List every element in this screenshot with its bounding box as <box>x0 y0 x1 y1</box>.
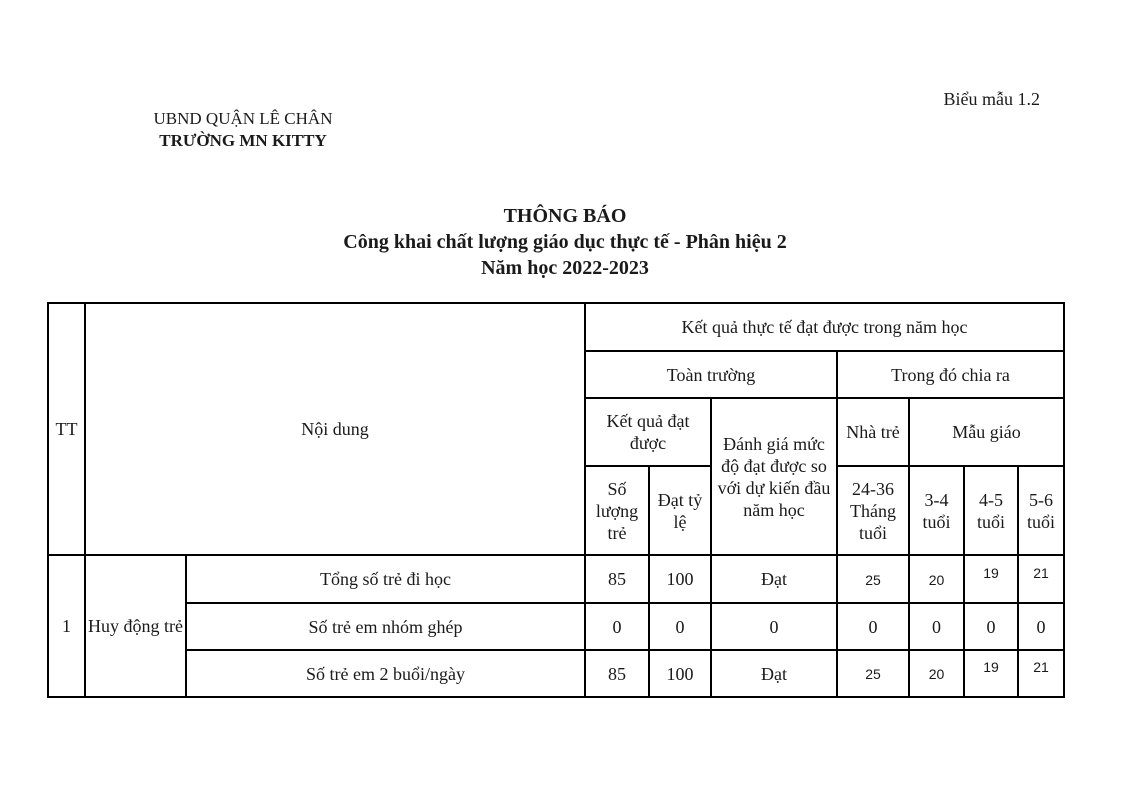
value-ty-le: 100 <box>666 569 694 589</box>
cell-nha-tre <box>837 650 909 697</box>
value-4-5-tuoi: 19 <box>983 659 999 675</box>
cell-so-luong <box>585 603 649 650</box>
header-cell-nha-tre <box>837 398 909 466</box>
table-row <box>48 650 1064 697</box>
cell-nha-tre <box>837 555 909 603</box>
document-title: THÔNG BÁO <box>503 205 627 227</box>
cell-3-4-tuoi <box>909 555 964 603</box>
group-label: Huy động trẻ <box>88 616 183 636</box>
value-3-4-tuoi: 20 <box>928 571 945 588</box>
value-so-luong: 85 <box>608 569 626 589</box>
value-5-6-tuoi: 21 <box>1033 564 1049 581</box>
cell-ty-le <box>649 555 711 603</box>
cell-3-4-tuoi <box>909 603 964 650</box>
value-3-4-tuoi: 0 <box>932 616 941 637</box>
table-row <box>48 555 1064 603</box>
cell-danh-gia <box>711 603 837 650</box>
value-so-luong: 85 <box>608 663 626 684</box>
header-tt-label: TT <box>55 419 78 439</box>
header-cell-tt <box>48 303 85 555</box>
header-cell-24-36-thang <box>837 466 909 555</box>
table-row <box>48 603 1064 650</box>
cell-danh-gia <box>711 650 837 697</box>
header-3-4-tuoi-label: 3-4 tuổi <box>922 489 951 532</box>
header-cell-noi-dung <box>85 303 585 555</box>
header-cell-so-luong-tre <box>585 466 649 555</box>
value-nha-tre: 25 <box>865 666 881 682</box>
value-5-6-tuoi: 0 <box>1036 616 1046 637</box>
title-block <box>0 203 1130 281</box>
cell-nha-tre <box>837 603 909 650</box>
cell-so-luong <box>585 650 649 697</box>
cell-4-5-tuoi <box>964 603 1018 650</box>
value-danh-gia: Đạt <box>761 663 787 684</box>
row-label: Số trẻ em nhóm ghép <box>308 616 463 637</box>
value-nha-tre: 0 <box>868 616 878 637</box>
value-4-5-tuoi: 19 <box>983 564 999 581</box>
header-cell-mau-giao <box>909 398 1064 466</box>
cell-label-2-buoi-ngay <box>186 650 585 697</box>
value-so-luong: 0 <box>612 616 622 637</box>
header-cell-ket-qua-dat-duoc <box>585 398 711 466</box>
header-trong-do-chia-ra-label: Trong đó chia ra <box>891 364 1010 385</box>
header-cell-5-6-tuoi <box>1018 466 1064 555</box>
header-24-36-thang-label: 24-36 Tháng tuổi <box>850 478 896 543</box>
school-name: TRƯỜNG MN KITTY <box>159 131 327 150</box>
header-4-5-tuoi-label: 4-5 tuổi <box>976 489 1005 532</box>
cell-4-5-tuoi <box>964 650 1018 697</box>
cell-ty-le <box>649 603 711 650</box>
header-toan-truong-label: Toàn trường <box>666 364 756 385</box>
header-mau-giao-label: Mẫu giáo <box>952 422 1021 442</box>
header-cell-trong-do-chia-ra <box>837 351 1064 398</box>
cell-row-number <box>48 555 85 697</box>
header-nha-tre-label: Nhà trẻ <box>846 422 900 442</box>
value-ty-le: 0 <box>675 616 685 637</box>
agency-header <box>138 108 348 152</box>
value-danh-gia: Đạt <box>761 569 787 589</box>
header-cell-ket-qua-thuc-te <box>585 303 1064 351</box>
row-number: 1 <box>62 616 71 636</box>
row-label: Số trẻ em 2 buổi/ngày <box>306 663 465 684</box>
cell-so-luong <box>585 555 649 603</box>
cell-label-tong-so-tre <box>186 555 585 603</box>
school-year: Năm học 2022-2023 <box>481 257 649 279</box>
cell-label-nhom-ghep <box>186 603 585 650</box>
agency-name: UBND QUẬN LÊ CHÂN <box>153 109 333 128</box>
cell-5-6-tuoi <box>1018 555 1064 603</box>
header-dat-ty-le-label: Đạt tỷ lệ <box>657 489 703 532</box>
header-cell-dat-ty-le <box>649 466 711 555</box>
header-so-luong-tre-label: Số lượng trẻ <box>595 478 639 543</box>
value-ty-le: 100 <box>666 663 694 684</box>
document-subtitle: Công khai chất lượng giáo dục thực tế - Phân hiệu 2 <box>343 231 787 253</box>
cell-4-5-tuoi <box>964 555 1018 603</box>
value-4-5-tuoi: 0 <box>986 616 996 637</box>
header-ket-qua-dat-duoc-label: Kết quả đạt được <box>606 411 690 453</box>
form-code-label: Biểu mẫu 1.2 <box>943 89 1040 109</box>
cell-5-6-tuoi <box>1018 650 1064 697</box>
header-ket-qua-thuc-te-label: Kết quả thực tế đạt được trong năm học <box>681 317 968 337</box>
value-danh-gia: 0 <box>769 616 779 637</box>
cell-5-6-tuoi <box>1018 603 1064 650</box>
cell-danh-gia <box>711 555 837 603</box>
cell-3-4-tuoi <box>909 650 964 697</box>
header-cell-toan-truong <box>585 351 837 398</box>
value-nha-tre: 25 <box>865 571 881 588</box>
header-noi-dung-label: Nội dung <box>301 419 369 439</box>
header-cell-3-4-tuoi <box>909 466 964 555</box>
value-3-4-tuoi: 20 <box>928 666 945 682</box>
quality-table <box>47 302 1065 698</box>
cell-ty-le <box>649 650 711 697</box>
header-danh-gia-label: Đánh giá mức độ đạt được so với dự kiến đầu năm học <box>717 433 831 520</box>
header-cell-danh-gia <box>711 398 837 555</box>
value-5-6-tuoi: 21 <box>1033 659 1049 675</box>
row-label: Tổng số trẻ đi học <box>320 569 451 589</box>
header-cell-4-5-tuoi <box>964 466 1018 555</box>
cell-group-huy-dong-tre <box>85 555 186 697</box>
header-5-6-tuoi-label: 5-6 tuổi <box>1027 489 1056 532</box>
